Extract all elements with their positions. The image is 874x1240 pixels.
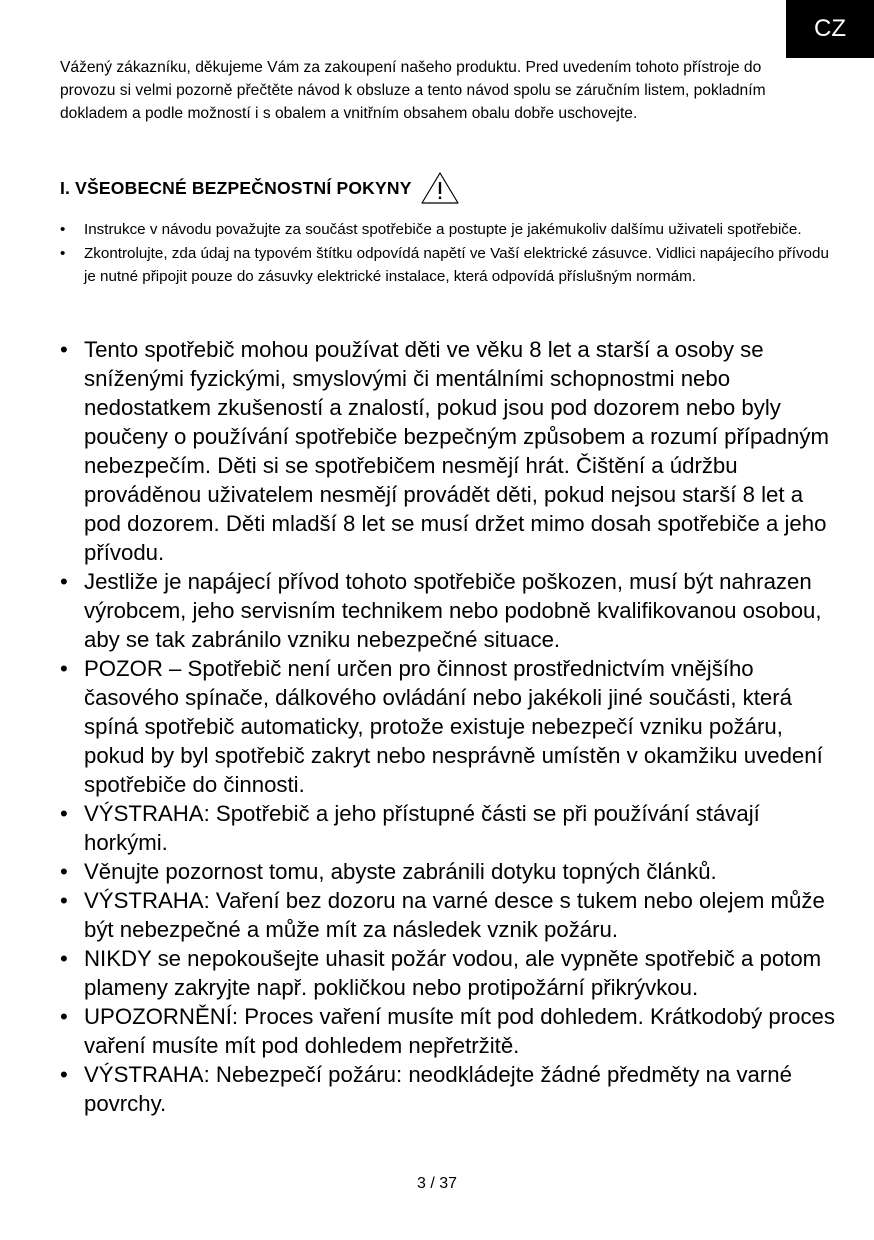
- list-item-text: Věnujte pozornost tomu, abyste zabránili dotyku topných článků.: [84, 859, 717, 884]
- intro-paragraph: Vážený zákazníku, děkujeme Vám za zakoupení našeho produktu. Pred uvedením tohoto přístroje do provozu si velmi pozorně přečtěte návod k obsluze a tento návod spolu se záručním listem, pokladním dokladem a podle možností i s obalem a vnitřním obsahem obalu dobře uschovejte.: [60, 59, 766, 122]
- bullet-icon: •: [60, 1004, 68, 1029]
- list-item: [60, 799, 840, 857]
- list-item: [60, 335, 840, 567]
- list-item-text: POZOR – Spotřebič není určen pro činnost prostřednictvím vnějšího časového spínače, dálkového ovládání nebo jakékoli jiné součásti, která spíná spotřebič automaticky, protože existuje nebezpečí vzniku požáru, pokud by byl spotřebič zakryt nebo nesprávně umístěn v okamžiku uvedení spotřebiče do činnosti.: [84, 656, 823, 797]
- list-item: [60, 886, 840, 944]
- list-item: [60, 242, 840, 289]
- list-item: [60, 567, 840, 654]
- list-item-text: Zkontrolujte, zda údaj na typovém štítku odpovídá napětí ve Vaší elektrické zásuvce. Vidlici napájecího přívodu je nutné připojit pouze do zásuvky elektrické instalace, která odpovídá příslušným normám.: [84, 244, 829, 285]
- bullet-icon: •: [60, 244, 66, 262]
- list-item: [60, 857, 840, 886]
- bullet-icon: •: [60, 569, 68, 594]
- bullet-icon: •: [60, 859, 68, 884]
- warning-triangle-icon: [420, 171, 460, 205]
- bullet-icon: •: [60, 1062, 68, 1087]
- section-heading: [60, 168, 460, 208]
- bullet-icon: •: [60, 946, 68, 971]
- section-title: I. VŠEOBECNÉ BEZPEČNOSTNÍ POKYNY: [60, 177, 412, 198]
- list-item-text: Jestliže je napájecí přívod tohoto spotřebiče poškozen, musí být nahrazen výrobcem, jeho servisním technikem nebo podobně kvalifikovanou osobou, aby se tak zabránilo vzniku nebezpečné situace.: [84, 569, 822, 652]
- list-item-text: VÝSTRAHA: Vaření bez dozoru na varné desce s tukem nebo olejem může být nebezpečné a může mít za následek vznik požáru.: [84, 888, 825, 942]
- list-item-text: Instrukce v návodu považujte za součást spotřebiče a postupte je jakémukoliv dalšímu uživateli spotřebiče.: [84, 221, 802, 238]
- list-item-text: VÝSTRAHA: Nebezpečí požáru: neodkládejte žádné předměty na varné povrchy.: [84, 1062, 792, 1116]
- bullet-icon: •: [60, 888, 68, 913]
- list-item: [60, 1060, 840, 1118]
- bullet-icon: •: [60, 801, 68, 826]
- list-item: [60, 218, 840, 242]
- safety-list-large: [60, 335, 840, 1118]
- language-badge: CZ: [786, 0, 874, 58]
- bullet-icon: •: [60, 656, 68, 681]
- list-item-text: Tento spotřebič mohou používat děti ve věku 8 let a starší a osoby se sníženými fyzickými, smyslovými či mentálními schopnostmi nebo nedostatkem zkušeností a znalostí, pokud jsou pod dozorem nebo byly poučeny o používání spotřebiče bezpečným způsobem a rozumí případným nebezpečím. Děti si se spotřebičem nesmějí hrát. Čištění a údržbu prováděnou uživatelem nesmějí provádět děti, pokud nejsou starší 8 let a pod dozorem. Děti mladší 8 let se musí držet mimo dosah spotřebiče a jeho přívodu.: [84, 337, 829, 565]
- list-item-text: VÝSTRAHA: Spotřebič a jeho přístupné části se při používání stávají horkými.: [84, 801, 760, 855]
- bullet-icon: •: [60, 221, 66, 238]
- list-item-text: UPOZORNĚNÍ: Proces vaření musíte mít pod dohledem. Krátkodobý proces vaření musíte mít pod dohledem nepřetržitě.: [84, 1004, 835, 1058]
- page-number: 3 / 37: [416, 1175, 458, 1192]
- list-item: [60, 944, 840, 1002]
- bullet-icon: •: [60, 337, 68, 362]
- list-item: [60, 1002, 840, 1060]
- list-item-text: NIKDY se nepokoušejte uhasit požár vodou, ale vypněte spotřebič a potom plameny zakryjte např. pokličkou nebo protipožární přikrývkou.: [84, 946, 822, 1000]
- safety-list-small: [60, 218, 840, 289]
- list-item: [60, 654, 840, 799]
